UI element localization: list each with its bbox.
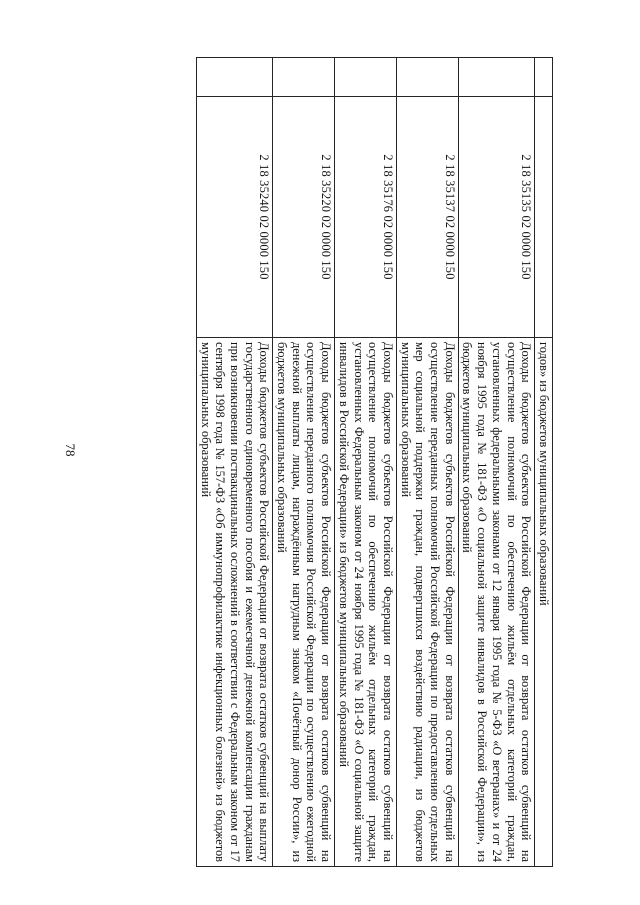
table-cell-description: Доходы бюджетов субъектов Российской Федерации от возврата остатков субвенций на осуществление полномочий по обеспечению жильём отдельных категорий граждан, установленных федеральными законами от 12 января 1995 года № 5-ФЗ «О ветеранах» и от 24 ноября 1995 года № 181-ФЗ «О социальной защите инвалидов в Российской Федерации», из бюджетов муниципальных образований [458,338,535,867]
table-cell-empty [535,58,553,97]
table-cell-description: Доходы бюджетов субъектов Российской Федерации от возврата остатков субвенций на осуществление переданных полномочий Российской Федерации по предоставлению отдельных мер социальной поддержки граждан, подвергшихся воздействию радиации, из бюджетов муниципальных образований [396,338,458,867]
table-cell-description: Доходы бюджетов субъектов Российской Федерации от возврата остатков субвенций на осуществление полномочий по обеспечению жильём отдельных категорий граждан, установленных Федеральным законом от 24 ноября 1995 года № 181-ФЗ «О социальной защите инвалидов в Российской Федерации» из бюджетов муниципальных образований [335,338,397,867]
table-row [335,58,397,867]
table-cell-code: 2 18 35176 02 0000 150 [335,97,397,338]
table-cell-continuation-text: годов» из бюджетов муниципальных образований [535,338,553,867]
budget-codes-table [196,57,553,867]
table-cell-description: Доходы бюджетов субъектов Российской Федерации от возврата остатков субвенций на выплату государственного единовременного пособия и ежемесячной денежной компенсации гражданам при возникновении поствакцинальных осложнений в соответствии с Федеральным законом от 17 сентября 1998 года № 157-ФЗ «Об иммунопрофилактике инфекционных болезней» из бюджетов муниципальных образований [196,338,273,867]
table-cell-code: 2 18 35135 02 0000 150 [458,97,535,338]
table-cell-empty [273,58,335,97]
page-number-text: 78 [63,443,78,457]
rotated-table-content [85,57,553,867]
table-row [458,58,535,867]
table-row-continuation [535,58,553,867]
table-cell-code [535,97,553,338]
table-cell-empty [196,58,273,97]
table-cell-code: 2 18 35240 02 0000 150 [196,97,273,338]
table-row [396,58,458,867]
table-row [273,58,335,867]
table-cell-empty [335,58,397,97]
table-cell-empty [458,58,535,97]
table-cell-description: Доходы бюджетов субъектов Российской Федерации от возврата остатков субвенций на осуществление переданного полномочия Российской Федерации по осуществлению ежегодной денежной выплаты лицам, награждённым нагрудным знаком «Почётный донор России», из бюджетов муниципальных образований [273,338,335,867]
table-cell-empty [396,58,458,97]
table-cell-code: 2 18 35137 02 0000 150 [396,97,458,338]
table-cell-code: 2 18 35220 02 0000 150 [273,97,335,338]
table-row [196,58,273,867]
